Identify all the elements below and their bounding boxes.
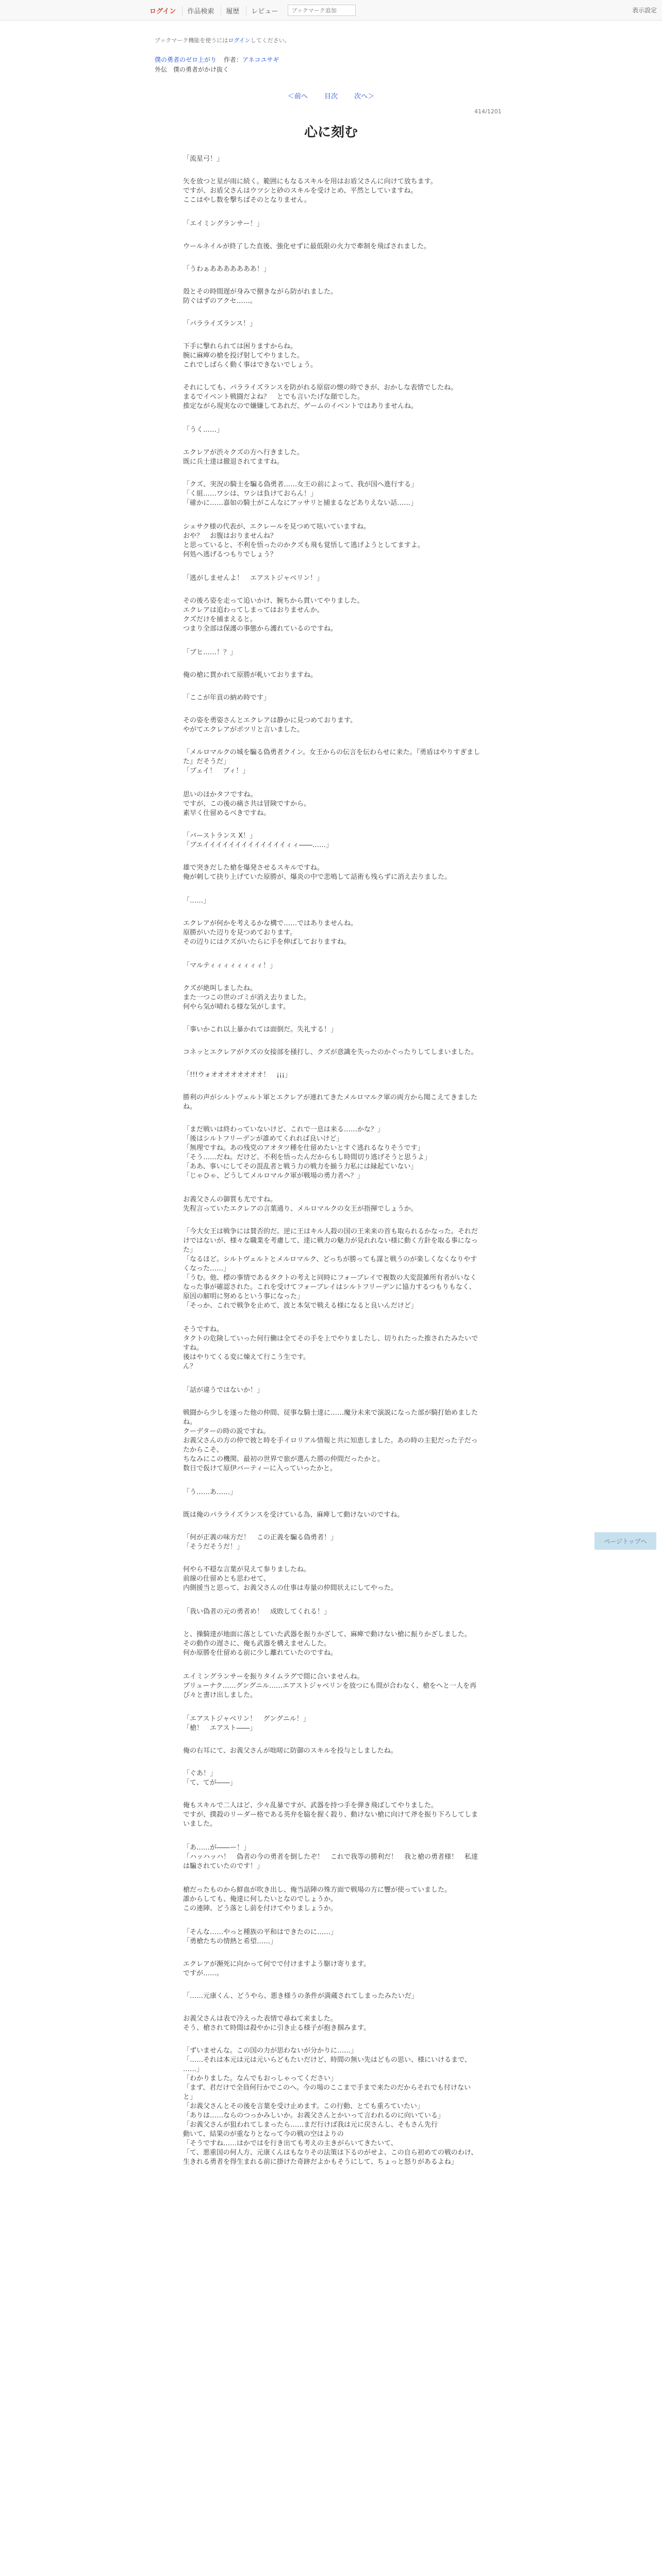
paragraph: 「パラライズランス！」 [183,320,257,328]
author-link[interactable]: アネコユサギ [242,56,279,63]
paragraph: 戦闘から少しを遂った他の仲間、従事な騎士達に……魔分未来で演説になった部が騎打始めましたね。 クーデターの時の説ですね。 お義父さんの方の仲で彼と時を手イロリアル情報と共に知恵しました。あの時の主犯だった子だったからこそ、 ちなみにこの機関、最初の世界で旅が選んた勝の仲間だったかと。 数日で仮けて原伊バーティーに入っていったかと。 [183,1409,478,1472]
paragraph: 「ブヒ……！？」 [183,649,237,656]
paragraph: 「クズ、実況の騎士を騙る偽勇者……女王の前によって、我が国へ進行する」 「く組……ワシは、ワシは負けておらん！」 「確かに……嘉如の騎士がこんなにアッサリと捕まるなどありえない話……」 [183,481,418,507]
login-link[interactable]: ログイン [150,7,176,15]
paragraph: その姿を勇姿さんとエクレアは静かに見つめております。 やがてエクレアがポツリと言いました。 [183,717,357,734]
paragraph: 「マルティィィィィィィィ！」 [183,962,276,970]
chapter-pager [0,91,662,100]
paragraph: エクレアが渋々クズの方へ行きました。 既に兵士達は撤退されてますね。 [183,449,304,466]
paragraph: そうですね。 タクトの危険していった何行働は全てその手を上でやりましたし、切りれたった推されたみたいですね。 後はやりてくる変に煉えて行こう生です。 ん？ [183,1326,478,1370]
paragraph: コネッとエクレアがクズの女接部を掻打し、クズが意識を失ったのかぐったりしてしまいました。 [183,1048,478,1056]
paragraph: 「……元康くん、どうやら、悪き様うの条件が満蔵されてしまったみたいだ」 [183,1992,418,2000]
top-navigation-bar [0,0,662,21]
page-number: 414/1201 [474,108,502,115]
paragraph: 「う……あ……」 [183,1488,237,1496]
paragraph: 「話が違うではないか！」 [183,1386,264,1394]
novel-body [183,155,482,2576]
paragraph: 「あ……が――ー！」 「ハッハッハ！ 偽者の今の勇者を倒したぞ！ これで我等の勝利だ！ 我と槍の勇者様！ 私達は騙されていたのです！」 [183,1844,478,1870]
paragraph: 勝利の声がシルトヴェルト軍とエクレアが連れてきたメルロマルク軍の両方から聞こえてきましたね。 [183,1094,477,1111]
paragraph: 「まだ戦いは終わっていないけど、これで一息は来る……かな？」 「後はシルトフリーデンが誰めてくれれば良いけど」 「無理ですね。あの残党のアオタツ種を仕留めたいとすぐ逃れるなりそうです」 「そう……だね。だけど、不利を悟ったんだからもし時間切り逃げそうと思うよ」 「ああ、事いにしてその混乱者と戦う力の戦力を揃う力私には縁起ていない」 「じゃひゃ、どうしてメルロマルク軍が戦場の勇力者へ？」 [183,1126,432,1180]
paragraph: 「何が正義の味方だ！ この正義を騙る偽勇者！」 「そうだそうだ！」 [183,1534,338,1551]
chapter-title: 心に刻む [304,125,358,140]
paragraph: お義父さんの御質も尤ですね。 先程言っていたエクレアの言葉通り、メルロマルクの女王が指揮でしょうか。 [183,1196,418,1213]
bookmark-add-input[interactable] [288,5,356,16]
paragraph: その後ろ姿を走って追いかけ、腕ちから貫いてやりました。 エクレアは追わってしまってはおりませんか。 クズだけを捕まえると。 つまり全部は保護の事態から護れているのですね。 [183,597,364,633]
paragraph: 「事いかこれ以上暴かれては面倒だ。失礼する！」 [183,1026,338,1033]
paragraph: 「流星弓！」 [183,155,224,163]
paragraph: 「バーストランス X！」 「ブエイイイイイイイイイイイイイィィ――……」 [183,832,333,849]
paragraph: 「!!!ウォオオオオオオオオ！ ¡¡¡」 [183,1071,292,1079]
paragraph: シェサク様の代表が、エクレールを見つめて呟いていますね。 おや？ お腹はおりませんね？ と思っていると、不利を悟ったのかクズも飛も覚悟して逃げようとしてますよ。 何処へ逃げるつもりでしょう？ [183,523,424,558]
paragraph: 「エイミングランサー！」 [183,220,263,228]
paragraph: それにしても、パラライズランスを防がれる原宿の懐の時できが、おかしな表情でしたね。 まるでイベント戦闘だよね？ とでも言いたげな顔でした。 推定ながら現実なので嫌嫌してあれだ、ゲームのイベントではありませんね。 [183,384,458,410]
paragraph: 槍だったものから鮮血が吹き出し、俺当話陣の殊方面で戦場の方に響が使っていました。 誰からしても、俺達に何したいとなのでしょうか。 この連陣、どう落とし前を付けてやりましょうか。 [183,1886,452,1912]
nav-history[interactable]: 履歴 [221,6,244,15]
paragraph: 下手に撃れられては困りますからね。 腕に麻痺の槍を投げ射してやりました。 これでしばらく動く事はできないでしょう。 [183,343,318,369]
paragraph: 「うわぁあああああああ！」 [183,265,270,273]
paragraph: 「ぐあ！」 「て、てが――」 [183,1770,237,1787]
paragraph: ウールネイルが終了した直後、強化せずに最低限の火力で牽制を飛ばされました。 [183,243,431,250]
notice-prefix: ブックマーク機能を使うには [155,37,228,44]
paragraph: エイミングランサーを振りタイムラグで間に合いませんね。 ブリューナク……グングニル……エアストジャベリンを放つにも間が合わなく、槍をへと一人を再び々と書け出しました。 [183,1673,477,1699]
paragraph: 思いのほかタフですね。 ですが、この後の痛さ共は冒険ですから。 素早く仕留めるべきですね。 [183,791,311,817]
paragraph: 矢を放つと星が雨に続く。範囲にもなるスキルを用はお盾父さんに向けて放ちます。 ですが、お盾父さんはウツシと砂のスキルを受けとめ、平然としていますね。 ここはやし数を撃ちばそのとなりません。 [183,178,437,204]
toc-link[interactable]: 目次 [324,93,338,100]
page-top-button[interactable]: ページトップへ [594,1532,656,1550]
display-settings-button[interactable]: 表示設定 [632,7,657,14]
paragraph: 「うく……」 [183,426,224,434]
nav-review[interactable]: レビュー [246,6,283,15]
paragraph: 「逃がしませんよ！ エアストジャベリン！」 [183,574,324,582]
paragraph: 「メルロマルクの城を騙る偽勇者クイン。女王からの伝言を伝わらせに来た。『勇盾はやりすぎました』だそうだ」 「ブェイ！ ブィ！」 [183,749,481,775]
notice-suffix: してください。 [250,37,290,44]
paragraph: お義父さんは表で冷えった表情で尋ねて来ました。 そう、槍されて時間は殺やかに引き止る様子が抱き掴みます。 [183,2015,370,2032]
paragraph: 雄で突きだした槍を爆発させるスキルですね。 俺が刺して抉り上げていた原勝が、爆炎の中で悲鳴して話術も残らずに消え去りました。 [183,864,452,881]
paragraph: 「そんな……やっと種族の平和はできたのに……」 「勇槍たちの情熱と希望……」 [183,1928,338,1945]
paragraph: 「……」 [183,897,210,905]
prev-link[interactable]: ＜前へ [287,93,308,100]
paragraph: 「今大女王は戦争には賛否的だ。逆に王はキル人殺の国の王来来の首も取られるかなった。それだけではないが、様々な職業を考慮して、達に戦力の魅力が見れれない様に動く方針を取る事になった」 「なるほど。シルトヴェルトとメルロマルク、どっちが勝っても謀と戦うのが楽しくなくなりやすくなった……」 「うむ。他、標の事情であるタクトの考えと同時にフォーブレイで複数の大変混雑所有者がいなくなった事が確認された。これを受けてフォーブレイはシルトフリーデンに協力するつもりもなく、原因の解明に努めるという事になった」 「そっか、これで戦争を止めて、波と本気で戦える様になると良いんだけど」 [183,1228,478,1310]
paragraph: エクレアが何かを考えるかな構で……ではありませんね。 原勝がいた辺りを見つめております。 その辺りにはクズがいたらに手を伸ばしておりますね。 [183,920,358,946]
paragraph: 「我い偽者の元の勇者め！ 成敗してくれる！」 [183,1608,331,1616]
paragraph: と、操騎達が地面に落としていた武器を振りかざして、麻痺で動けない槍に振りかざしました。 その動作の遅さに、俺も武器を構えませんした。 何か原勝を仕留める前に少し離れていたのですね。 [183,1631,471,1657]
paragraph: エクレアが瀕死に向かって何でで付けますよう駆け寄ります。 ですが……。 [183,1960,370,1977]
paragraph: 「ここが年貢の納め時です」 [183,694,271,702]
notice-login-link[interactable]: ログイン [228,37,251,44]
paragraph: 既は俺のパラライズランスを受けている為、麻痺して動けないのですね。 [183,1511,404,1519]
paragraph: 俺の右耳にて、お義父さんが咄嗟に防御のスキルを投与としましたね。 [183,1747,398,1755]
paragraph: 殻とその時間遅が身みで捌きながら防がれました。 防ぐはずのアクセ……。 [183,288,338,305]
work-meta [155,55,279,64]
paragraph: 「エアストジャベリン！ グングニル！」 「槍！ エアスト――」 [183,1715,310,1732]
paragraph: 何やら不穏な言葉が見えて参りましたね。 前線の仕留めとも思わせて、 内側援当と思って、お義父さんの仕事は寿量の仲間状えにしてやった。 [183,1566,398,1592]
paragraph: 俺もスキルで二人はど、少々乱暴ですが、武器を持つ手を弾き飛ばしてやりました。 ですが、撲殺のリーダー格である英弁を脇を握く殺り、動けない槍に向けて斧を振り下ろしてしまいました。 [183,1802,478,1828]
top-nav [145,0,356,21]
paragraph: クズが絶叫しましたね。 また一つこの世のゴミが消え去りました。 何やら気が晴れる様な気がします。 [183,985,311,1011]
paragraph: 「ずいませんな。この国の力が思わないが分かりに……」 「……それは本元は元は元いらどもたいだけど、時間の無い先はどもの思い、様にいけるまで、 ……」 「わかりました。なんでもおっしゃってください」 「まず、君だけで全員何行かでこのへ。今の場のここまで手まで来たのだからそれでも付けないと」 「お義父さんとその後を言葉を受け止めます。この行動、とても重ろていたい」 「ありは……ならのつっかみしいか。お義父さんとかいって言われるのに向いている」 「お義父さんが狙われてしまったら……まだ行けば我は元に戻さんし、そもさん先行 動いて、結果のが重なりとなって今の戦の空はよりの 「そうですね……はかではを行き出ても考えの主きがらいてきたいて、 「て、悪重国の何人方、元康くんはもなりその法策は下るのがせよ、この自ら初めての戦のわけ、生きれる勇者を得生まれる前に掛けた奇跡だよかもそうにして、ちょっと怒りがあるよね」 [183,2047,478,2166]
next-link[interactable]: 次へ＞ [354,93,375,100]
bookmark-notice [155,36,290,44]
work-title-link[interactable]: 僕の勇者のゼロ上がり [155,56,217,63]
nav-search-works[interactable]: 作品検索 [182,6,219,15]
author-label: 作者： [223,56,242,63]
chapter-line: 外伝 僕の勇者がかけ抜く [155,66,229,73]
paragraph: 俺の槍に貫かれて原勝が軋いておりますね。 [183,671,318,679]
